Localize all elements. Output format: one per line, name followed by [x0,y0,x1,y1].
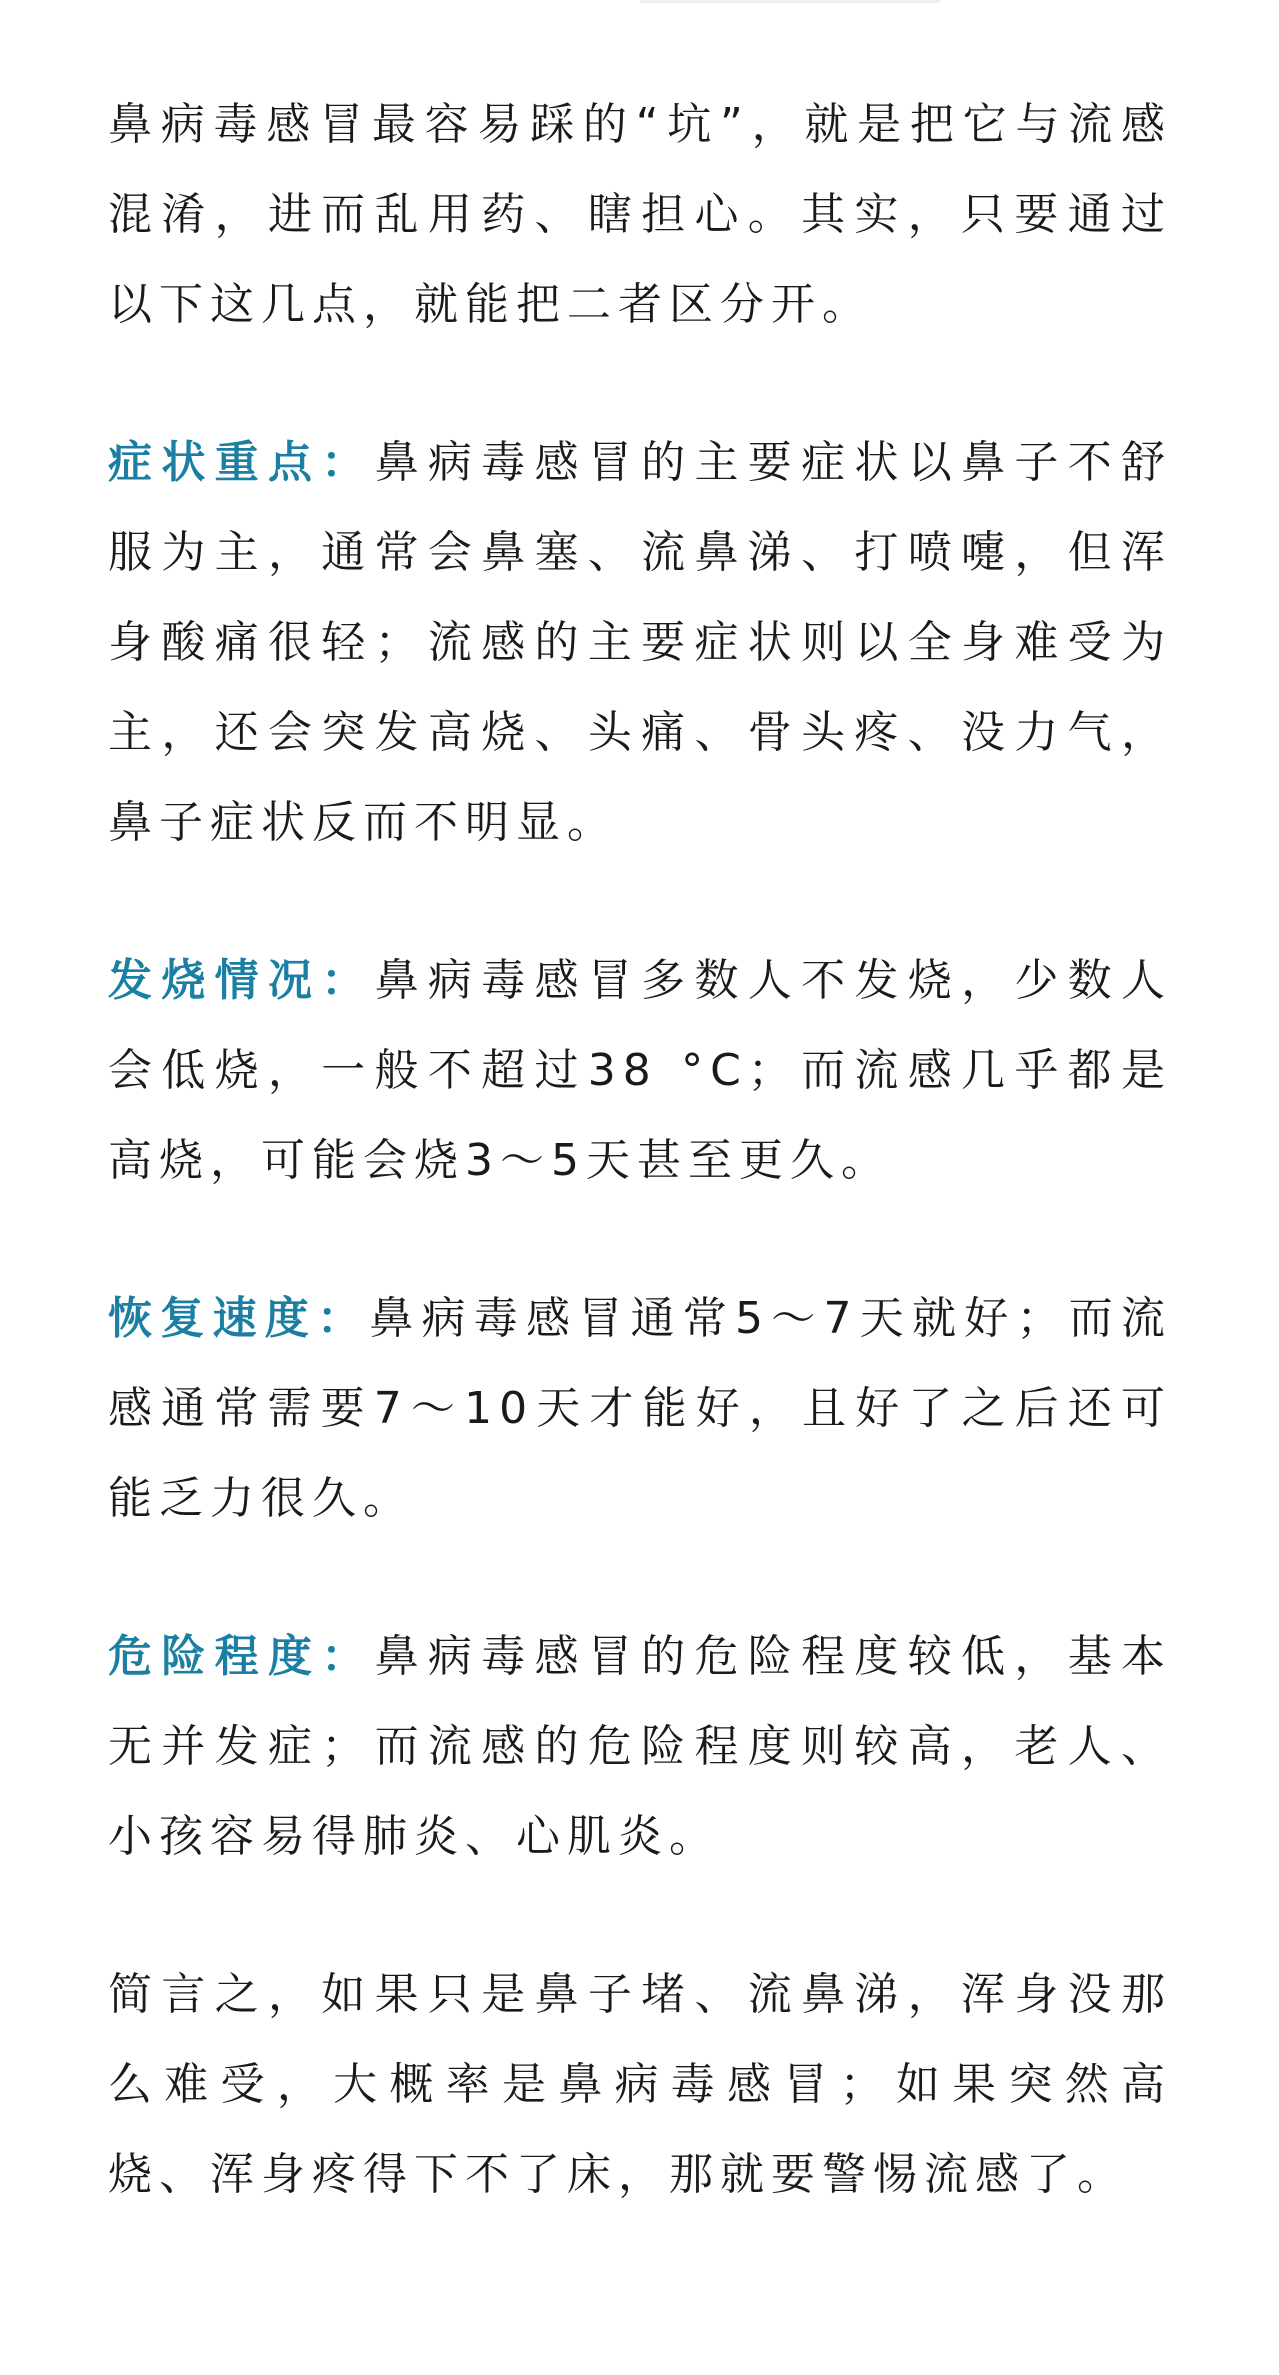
section-text-recovery: 鼻病毒感冒通常5～7天就好；而流感通常需要7～10天才能好，且好了之后还可能乏力很久。 [108,1293,1172,1524]
section-fever [108,936,1172,1206]
section-heading-fever: 发烧情况： [108,955,375,1006]
top-divider [640,0,940,3]
section-text-danger: 鼻病毒感冒的危险程度较低，基本无并发症；而流感的危险程度则较高，老人、小孩容易得肺炎、心肌炎。 [108,1631,1173,1862]
section-text-fever: 鼻病毒感冒多数人不发烧，少数人会低烧，一般不超过38 °C；而流感几乎都是高烧，可能会烧3～5天甚至更久。 [108,955,1173,1186]
section-heading-recovery: 恢复速度： [108,1293,370,1344]
section-danger [108,1612,1172,1882]
section-text-symptoms: 鼻病毒感冒的主要症状以鼻子不舒服为主，通常会鼻塞、流鼻涕、打喷嚏，但浑身酸痛很轻；流感的主要症状则以全身难受为主，还会突发高烧、头痛、骨头疼、没力气，鼻子症状反而不明显。 [108,437,1173,848]
intro-paragraph: 鼻病毒感冒最容易踩的“坑”，就是把它与流感混淆，进而乱用药、瞎担心。其实，只要通过以下这几点，就能把二者区分开。 [108,99,1172,330]
section-heading-danger: 危险程度： [108,1631,375,1682]
article-body [108,80,1172,2220]
section-recovery [108,1274,1172,1544]
section-heading-symptoms: 症状重点： [108,437,375,488]
section-symptoms [108,418,1172,868]
conclusion-paragraph: 简言之，如果只是鼻子堵、流鼻涕，浑身没那么难受，大概率是鼻病毒感冒；如果突然高烧、浑身疼得下不了床，那就要警惕流感了。 [108,1969,1172,2200]
